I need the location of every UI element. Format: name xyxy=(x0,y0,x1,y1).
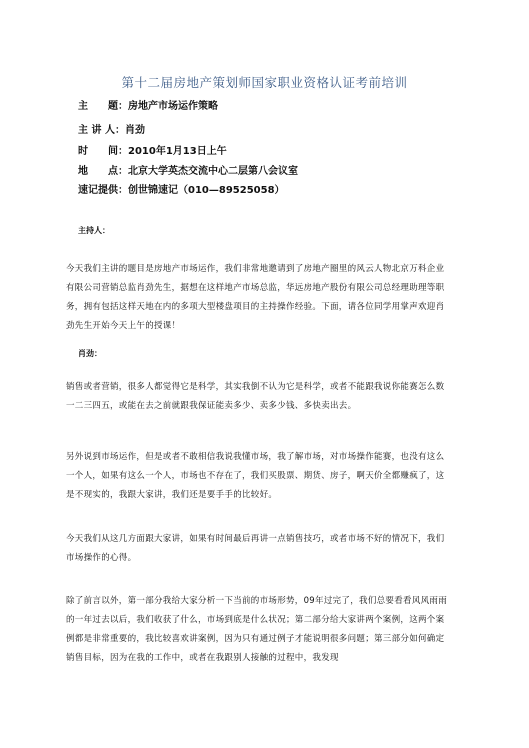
meta-time xyxy=(78,142,227,157)
meta-transcript xyxy=(78,181,285,196)
meta-topic-key: 主 题： xyxy=(78,101,128,112)
meta-topic xyxy=(78,97,218,112)
paragraph-2: 另外说到市场运作，但是或者不敢相信我说我懂市场，我了解市场，对市场操作能赛，也没有这么一个人，如果有这么一个人，市场也不存在了，我们买股票、期货、房子，啊天价全都赚疯了，这是不现实的，我跟大家讲，我们还是要手手的比较好。 xyxy=(66,452,445,500)
paragraph-3: 今天我们从这几方面跟大家讲，如果有时间最后再讲一点销售技巧，或者市场不好的情况下，我们市场操作的心得。 xyxy=(66,534,445,563)
speaker-label: 肖劲： xyxy=(78,349,102,358)
paragraph-4: 除了前言以外，第一部分我给大家分析一下当前的市场形势，09年过完了，我们总要看看风风雨雨的一年过去以后，我们收获了什么，市场到底是什么状况；第二部分给大家讲两个案例，这两个案例都是非常重要的，我比较喜欢讲案例，因为只有通过例子才能说明很多问题；第三部分如何确定销售目标，因为在我的工作中，或者在我跟别人接触的过程中，我发现 xyxy=(66,596,448,663)
meta-transcript-key: 速记提供： xyxy=(78,185,128,196)
meta-location-key: 地 点： xyxy=(78,166,128,177)
meta-location xyxy=(78,162,298,177)
meta-speaker-key: 主 讲 人： xyxy=(78,125,125,136)
paragraph-1: 销售或者营销，很多人都觉得它是科学，其实我倒不认为它是科学，或者不能跟我说你能赛怎么数一二三四五，或能在去之前就跟我保证能卖多少、卖多少钱、多快卖出去。 xyxy=(66,382,445,411)
host-paragraph: 今天我们主讲的题目是房地产市场运作，我们非常地邀请到了房地产圈里的风云人物北京万科企业有限公司营销总监肖劲先生，据想在这样地产市场总监，华远房地产股份有限公司总经理助理等职务，拥有包括这样天地在内的多项大型楼盘项目的主持操作经验。下面，请各位同学用掌声欢迎肖劲先生开始今天上午的授课！ xyxy=(66,264,445,331)
meta-topic-value: 房地产市场运作策略 xyxy=(128,101,218,112)
meta-speaker xyxy=(78,121,145,136)
host-label: 主持人： xyxy=(78,226,110,235)
meta-speaker-value: 肖劲 xyxy=(124,125,145,136)
meta-time-value: 2010年1月13日上午 xyxy=(128,146,227,157)
meta-location-value: 北京大学英杰交流中心二层第八会议室 xyxy=(128,166,298,177)
meta-transcript-value: 创世锦速记（010—89525058） xyxy=(128,185,285,196)
meta-time-key: 时 间： xyxy=(78,146,128,157)
document-title: 第十二届房地产策划师国家职业资格认证考前培训 xyxy=(121,75,408,90)
